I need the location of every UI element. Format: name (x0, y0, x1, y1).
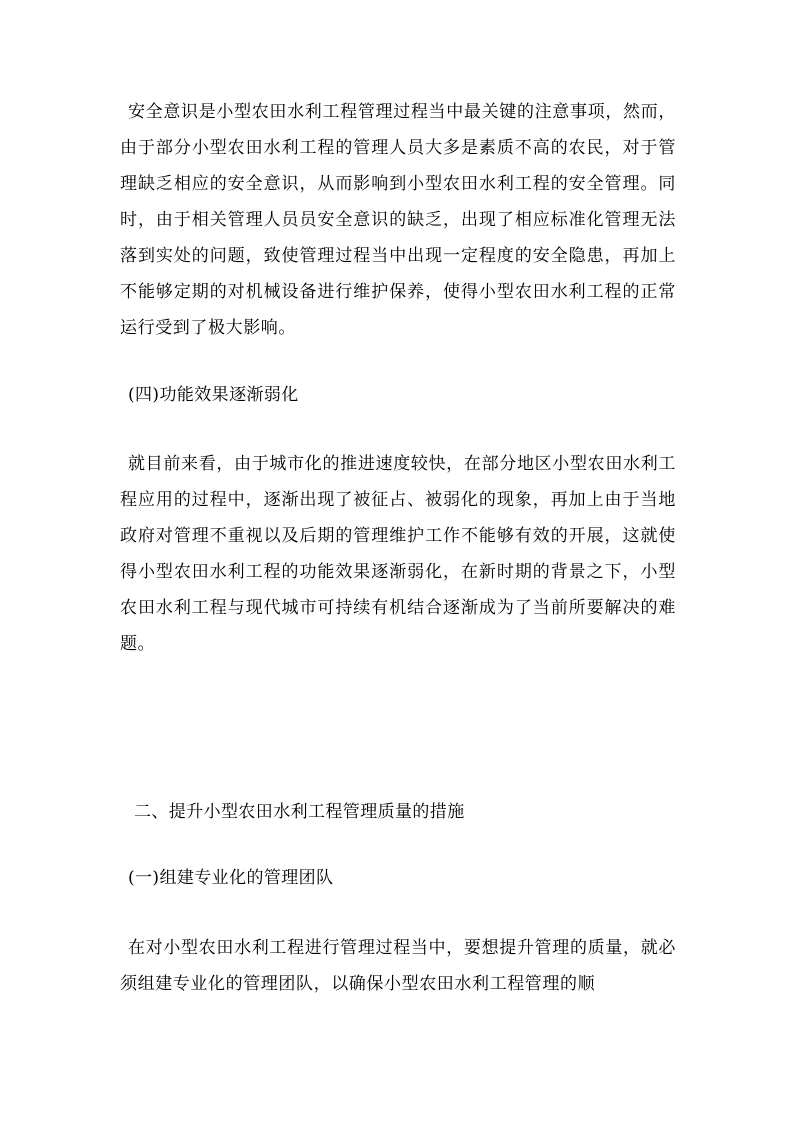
paragraph-team-building: 在对小型农田水利工程进行管理过程当中，要想提升管理的质量，就必须组建专业化的管理团队，以确保小型农田水利工程管理的顺 (120, 938, 676, 994)
paragraph-safety-awareness: 安全意识是小型农田水利工程管理过程当中最关键的注意事项，然而，由于部分小型农田水利工程的管理人员大多是素质不高的农民，对于管理缺乏相应的安全意识，从而影响到小型农田水利工程的安全管理。同时，由于相关管理人员员安全意识的缺乏，出现了相应标准化管理无法落到实处的问题，致使管理过程当中出现一定程度的安全隐患，再加上不能够定期的对机械设备进行维护保养，使得小型农田水利工程的正常运行受到了极大影响。 (120, 102, 676, 338)
section-heading-measures: 二、提升小型农田水利工程管理质量的措施 (134, 802, 465, 822)
subheading-professional-team: (一)组建专业化的管理团队 (128, 868, 334, 888)
subheading-function-weakening: (四)功能效果逐渐弱化 (128, 385, 299, 405)
paragraph-urbanization: 就目前来看，由于城市化的推进速度较快，在部分地区小型农田水利工程应用的过程中，逐渐出现了被征占、被弱化的现象，再加上由于当地政府对管理不重视以及后期的管理维护工作不能够有效的开展，这就使得小型农田水利工程的功能效果逐渐弱化，在新时期的背景之下，小型农田水利工程与现代城市可持续有机结合逐渐成为了当前所要解决的难题。 (120, 454, 676, 654)
